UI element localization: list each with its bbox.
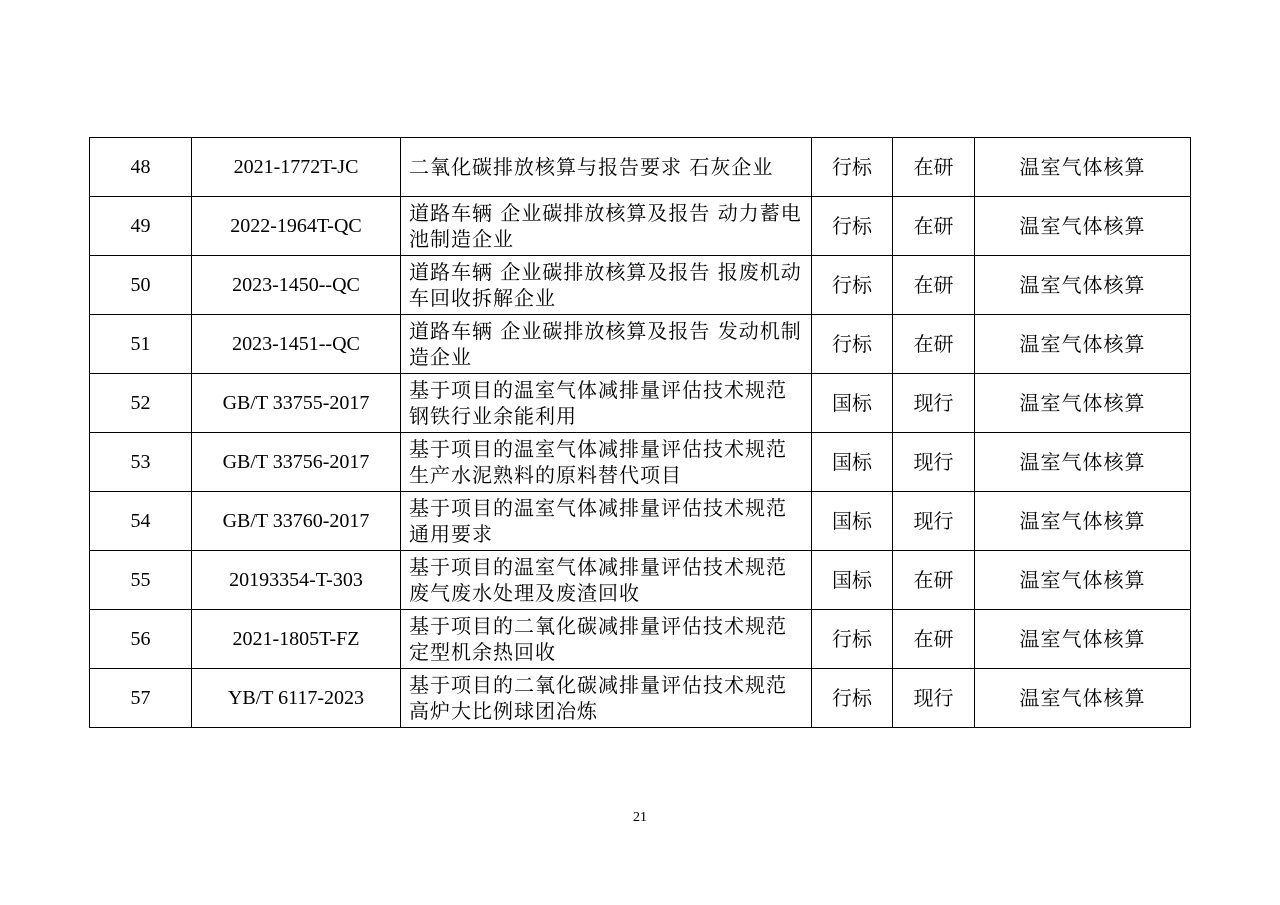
standard-status: 在研 xyxy=(893,256,975,315)
table-row xyxy=(90,610,1191,669)
standard-type: 国标 xyxy=(812,374,893,433)
standards-table-body xyxy=(90,138,1191,728)
standard-status: 在研 xyxy=(893,315,975,374)
standard-type: 行标 xyxy=(812,669,893,728)
table-row xyxy=(90,669,1191,728)
row-number: 49 xyxy=(90,197,192,256)
row-number: 52 xyxy=(90,374,192,433)
standard-name: 道路车辆 企业碳排放核算及报告 发动机制造企业 xyxy=(401,315,812,374)
row-number: 54 xyxy=(90,492,192,551)
standard-name: 基于项目的温室气体减排量评估技术规范通用要求 xyxy=(401,492,812,551)
standard-status: 现行 xyxy=(893,374,975,433)
standard-type: 国标 xyxy=(812,433,893,492)
standard-category: 温室气体核算 xyxy=(975,374,1191,433)
standard-category: 温室气体核算 xyxy=(975,669,1191,728)
standard-type: 行标 xyxy=(812,610,893,669)
standard-category: 温室气体核算 xyxy=(975,492,1191,551)
page-number: 21 xyxy=(633,810,647,825)
standard-type: 行标 xyxy=(812,197,893,256)
row-number: 55 xyxy=(90,551,192,610)
standard-category: 温室气体核算 xyxy=(975,551,1191,610)
table-row xyxy=(90,551,1191,610)
standard-code: 2021-1805T-FZ xyxy=(192,610,401,669)
row-number: 56 xyxy=(90,610,192,669)
standard-name: 基于项目的温室气体减排量评估技术规范生产水泥熟料的原料替代项目 xyxy=(401,433,812,492)
standard-category: 温室气体核算 xyxy=(975,138,1191,197)
standard-type: 行标 xyxy=(812,138,893,197)
table-row xyxy=(90,197,1191,256)
standard-code: GB/T 33755-2017 xyxy=(192,374,401,433)
table-row xyxy=(90,433,1191,492)
standard-category: 温室气体核算 xyxy=(975,610,1191,669)
table-row xyxy=(90,256,1191,315)
standard-status: 在研 xyxy=(893,197,975,256)
standard-status: 在研 xyxy=(893,551,975,610)
standard-name: 基于项目的温室气体减排量评估技术规范废气废水处理及废渣回收 xyxy=(401,551,812,610)
standard-code: 20193354-T-303 xyxy=(192,551,401,610)
standard-type: 行标 xyxy=(812,256,893,315)
table-row xyxy=(90,492,1191,551)
standard-code: YB/T 6117-2023 xyxy=(192,669,401,728)
standard-status: 现行 xyxy=(893,492,975,551)
standard-name: 基于项目的二氧化碳减排量评估技术规范定型机余热回收 xyxy=(401,610,812,669)
standard-status: 现行 xyxy=(893,433,975,492)
row-number: 48 xyxy=(90,138,192,197)
row-number: 57 xyxy=(90,669,192,728)
row-number: 53 xyxy=(90,433,192,492)
standard-code: 2023-1451--QC xyxy=(192,315,401,374)
standard-code: 2023-1450--QC xyxy=(192,256,401,315)
standard-name: 二氧化碳排放核算与报告要求 石灰企业 xyxy=(401,138,812,197)
standard-name: 道路车辆 企业碳排放核算及报告 动力蓄电池制造企业 xyxy=(401,197,812,256)
table-row xyxy=(90,374,1191,433)
standard-category: 温室气体核算 xyxy=(975,433,1191,492)
standard-status: 在研 xyxy=(893,138,975,197)
standard-category: 温室气体核算 xyxy=(975,315,1191,374)
standard-name: 道路车辆 企业碳排放核算及报告 报废机动车回收拆解企业 xyxy=(401,256,812,315)
standard-code: 2022-1964T-QC xyxy=(192,197,401,256)
row-number: 51 xyxy=(90,315,192,374)
standard-category: 温室气体核算 xyxy=(975,256,1191,315)
standard-type: 国标 xyxy=(812,551,893,610)
row-number: 50 xyxy=(90,256,192,315)
standard-code: GB/T 33756-2017 xyxy=(192,433,401,492)
standard-name: 基于项目的二氧化碳减排量评估技术规范高炉大比例球团冶炼 xyxy=(401,669,812,728)
standard-code: 2021-1772T-JC xyxy=(192,138,401,197)
table-row xyxy=(90,315,1191,374)
table-row xyxy=(90,138,1191,197)
standard-type: 国标 xyxy=(812,492,893,551)
standard-status: 现行 xyxy=(893,669,975,728)
standard-code: GB/T 33760-2017 xyxy=(192,492,401,551)
standard-type: 行标 xyxy=(812,315,893,374)
standard-category: 温室气体核算 xyxy=(975,197,1191,256)
standard-name: 基于项目的温室气体减排量评估技术规范钢铁行业余能利用 xyxy=(401,374,812,433)
standards-table xyxy=(89,137,1191,728)
standard-status: 在研 xyxy=(893,610,975,669)
